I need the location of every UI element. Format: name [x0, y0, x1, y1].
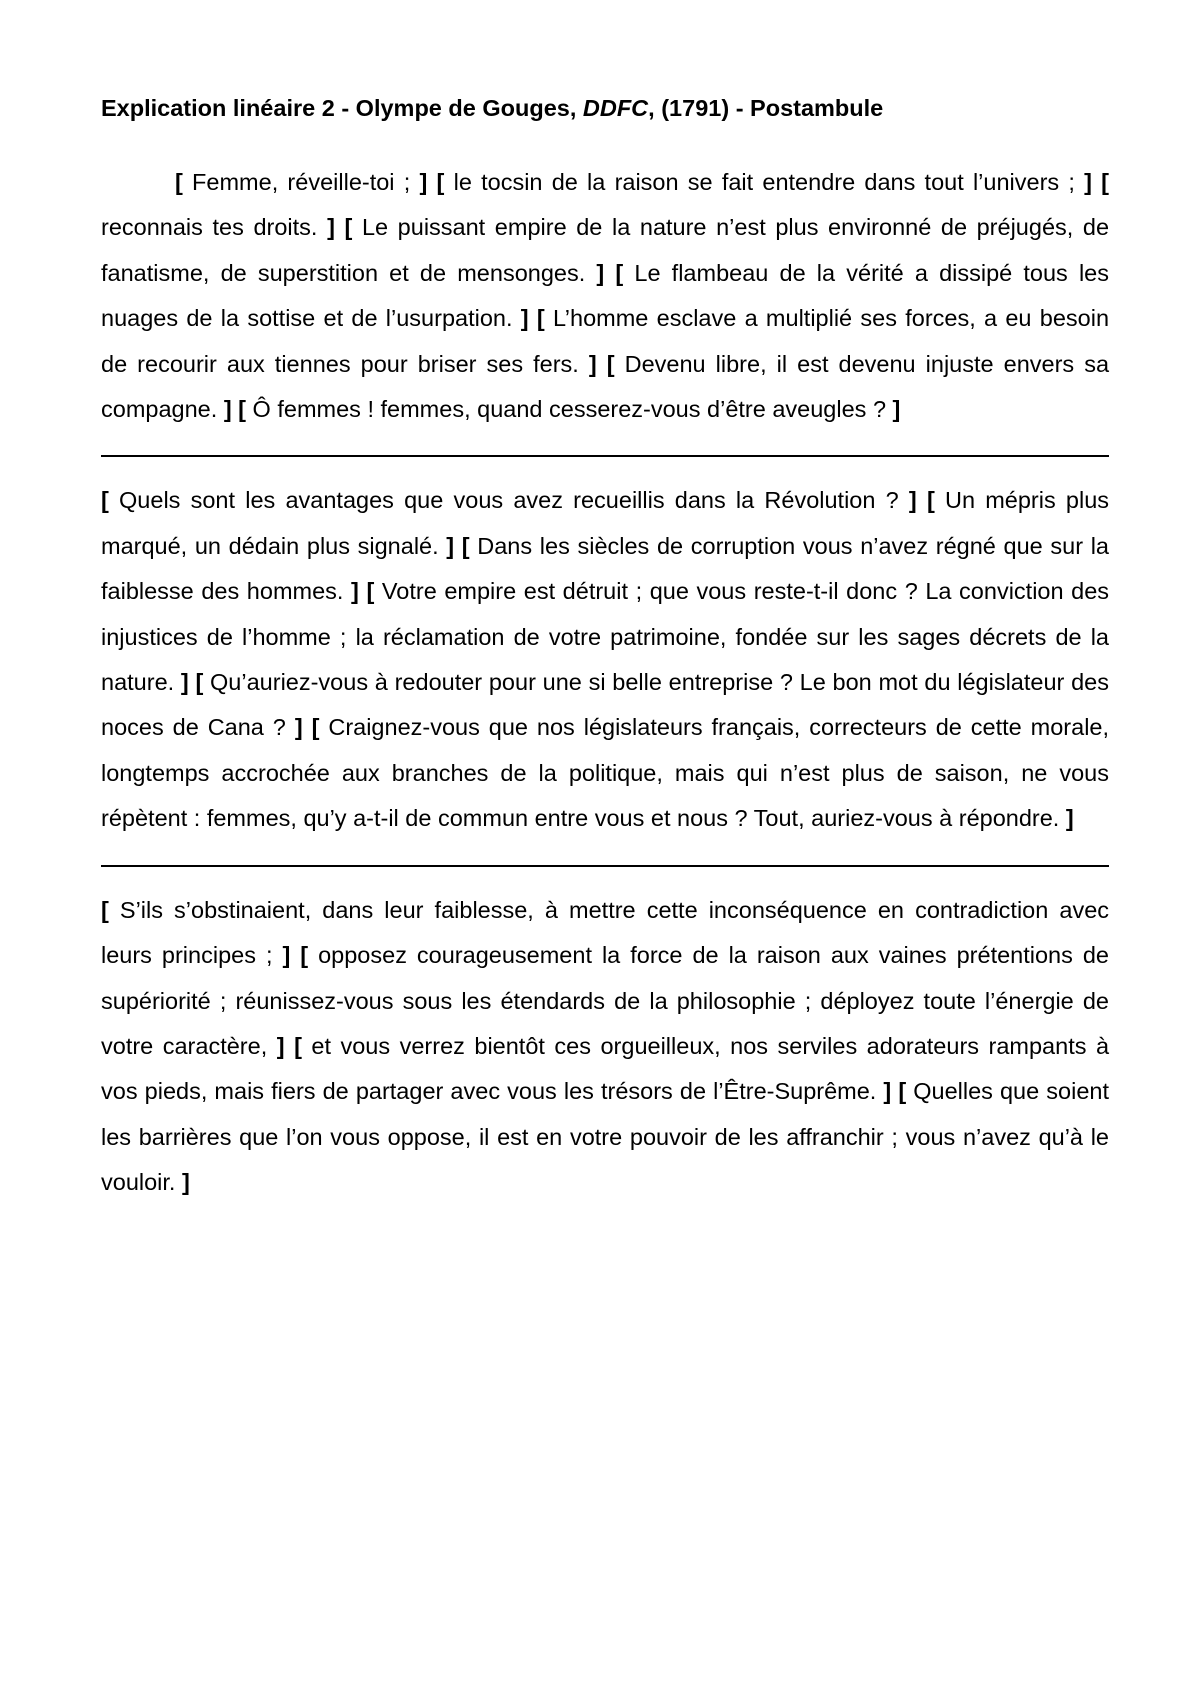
segment-text: opposez courageusement la force de la raison aux vaines prétentions de supériorité ; réunissez-vous sous les étendards de la philosophie ; déployez toute l’énergie de votre caractère, — [101, 942, 1109, 1059]
bracket-close: ] — [1065, 805, 1074, 832]
bracket-close: ] — [294, 714, 303, 741]
bracket-close: ] — [182, 1169, 190, 1196]
segment-text: et vous verrez bientôt ces orgueilleux, nos serviles adorateurs rampants à vos pieds, mais fiers de partager avec vous les trésors de l’Être-Suprême. — [101, 1032, 1110, 1105]
bracket-open: [ — [606, 350, 615, 377]
segment-text: S’ils s’obstinaient, dans leur faiblesse, à mettre cette inconséquence en contradiction avec leurs principes ; — [101, 896, 1110, 969]
segment-text: Votre empire est détruit ; que vous reste-t-il donc ? La conviction des injustices de l’homme ; la réclamation de votre patrimoine, fondée sur les sages décrets de la nature. — [101, 578, 1110, 696]
bracket-close: ] — [908, 487, 917, 514]
bracket-close: ] — [446, 532, 455, 559]
segment-text: Devenu libre, il est devenu injuste envers sa compagne. — [101, 350, 1110, 423]
bracket-open: [ — [536, 305, 545, 332]
text-segment — [101, 487, 917, 513]
segment-text: L’homme esclave a multiplié ses forces, a eu besoin de recourir aux tiennes pour briser ses fers. — [101, 305, 1110, 377]
bracket-close: ] — [223, 396, 232, 423]
paragraph-2 — [101, 478, 1109, 841]
segment-text: Craignez-vous que nos législateurs français, correcteurs de cette morale, longtemps accrochée aux branches de la politique, mais qui n’est plus de saison, ne vous répètent : femmes, qu’y a-t-il de commun entre vous et nous ? Tout, auriez-vous à répondre. — [101, 714, 1110, 832]
bracket-open: [ — [175, 169, 183, 195]
segment-text: reconnais tes droits. — [101, 214, 318, 241]
bracket-open: [ — [461, 532, 470, 559]
bracket-open: [ — [101, 896, 109, 923]
text-segment — [437, 169, 1092, 195]
segment-text: le tocsin de la raison se fait entendre dans tout l’univers ; — [453, 169, 1075, 195]
text-segment — [238, 396, 900, 422]
bracket-open: [ — [1101, 169, 1109, 195]
segment-text: Quels sont les avantages que vous avez recueillis dans la Révolution ? — [119, 487, 899, 514]
bracket-open: [ — [344, 214, 353, 241]
bracket-open: [ — [436, 169, 445, 195]
title-italic: DDFC — [582, 95, 649, 121]
bracket-open: [ — [300, 942, 309, 969]
bracket-close: ] — [180, 669, 189, 696]
bracket-close: ] — [351, 578, 359, 605]
bracket-open: [ — [101, 487, 109, 514]
bracket-open: [ — [311, 714, 320, 741]
bracket-open: [ — [294, 1032, 302, 1059]
segment-text: Un mépris plus marqué, un dédain plus signalé. — [101, 487, 1110, 559]
bracket-close: ] — [419, 169, 428, 195]
segment-text: Dans les siècles de corruption vous n’avez régné que sur la faiblesse des hommes. — [101, 532, 1109, 605]
bracket-close: ] — [282, 942, 291, 969]
segment-text: Quelles que soient les barrières que l’on vous oppose, il est en votre pouvoir de les affranchir ; vous n’avez qu’à le vouloir. — [101, 1078, 1109, 1196]
bracket-open: [ — [898, 1078, 907, 1105]
segment-text: Ô femmes ! femmes, quand cesserez-vous d’être aveugles ? — [252, 396, 887, 423]
bracket-close: ] — [520, 305, 529, 332]
bracket-open: [ — [615, 259, 624, 286]
bracket-open: [ — [366, 578, 375, 605]
bracket-close: ] — [596, 259, 605, 286]
paragraph-1 — [101, 160, 1109, 432]
segment-text: Le puissant empire de la nature n’est plus environné de préjugés, de fanatisme, de superstition et de mensonges. — [101, 214, 1110, 286]
paragraph-3 — [101, 888, 1109, 1206]
bracket-close: ] — [883, 1078, 892, 1105]
title-prefix: Explication linéaire 2 - Olympe de Gouges, — [101, 95, 583, 121]
bracket-open: [ — [926, 487, 935, 514]
text-segment — [175, 169, 427, 195]
bracket-open: [ — [238, 396, 246, 423]
segment-text: Le flambeau de la vérité a dissipé tous les nuages de la sottise et de l’usurpation. — [101, 259, 1110, 332]
bracket-open: [ — [195, 669, 204, 696]
bracket-close: ] — [276, 1032, 285, 1059]
page-title — [101, 92, 1109, 124]
document-page — [101, 92, 1109, 1206]
section-divider-1 — [101, 455, 1109, 457]
section-divider-2 — [101, 865, 1109, 867]
bracket-close: ] — [327, 214, 335, 241]
bracket-close: ] — [588, 350, 597, 377]
segment-text: Qu’auriez-vous à redouter pour une si belle entreprise ? Le bon mot du législateur des noces de Cana ? — [101, 669, 1109, 741]
segment-text: Femme, réveille-toi ; — [192, 169, 411, 195]
title-suffix: , (1791) - Postambule — [648, 95, 884, 121]
bracket-close: ] — [892, 396, 901, 423]
bracket-close: ] — [1084, 169, 1092, 195]
